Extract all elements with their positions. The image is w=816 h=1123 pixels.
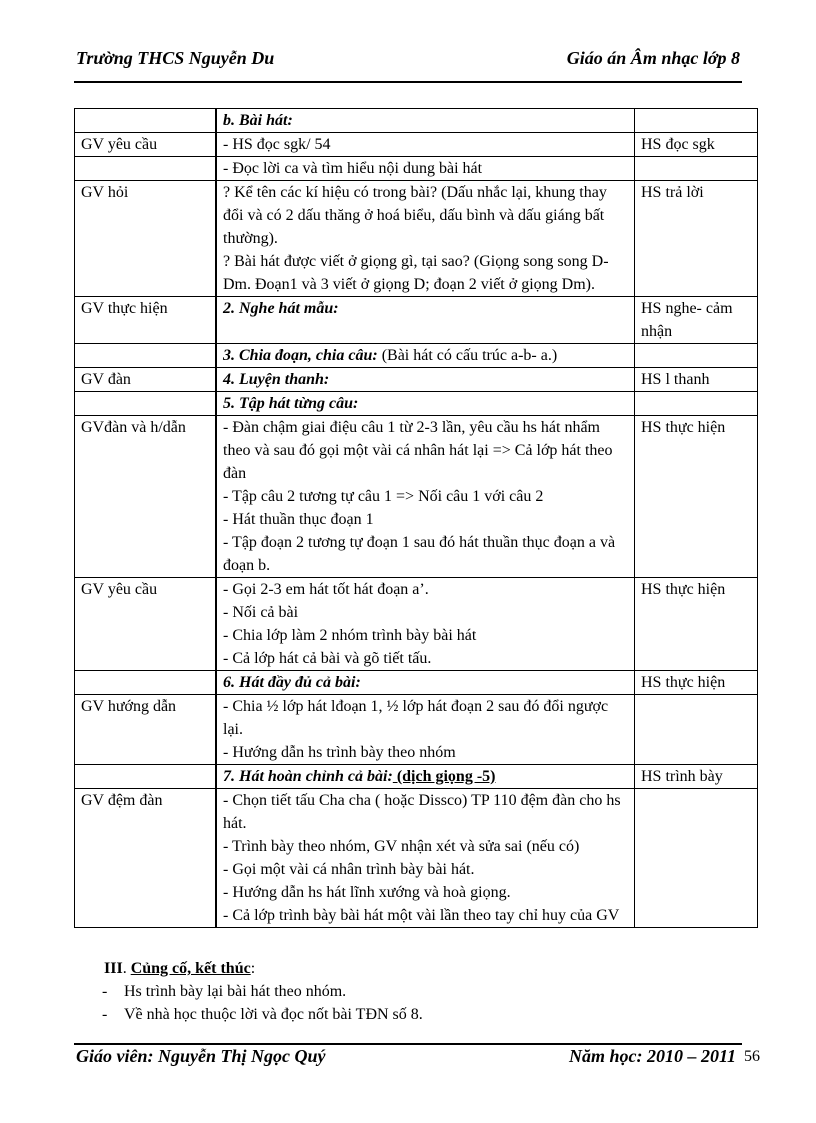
table-row — [75, 671, 758, 695]
student-activity-cell: HS đọc sgk — [635, 133, 758, 157]
content-cell — [216, 671, 635, 695]
content-line: - Đọc lời ca và tìm hiểu nội dung bài hát — [223, 160, 483, 177]
teacher-activity-cell: GV yêu cầu — [75, 133, 217, 157]
content-line: - Chia ½ lớp hát lđoạn 1, ½ lớp hát đoạn 2 sau đó đổi ngược lại. — [223, 698, 609, 738]
content-line: - Tập đoạn 2 tương tự đoạn 1 sau đó hát thuần thục đoạn a và đoạn b. — [223, 534, 616, 574]
table-row — [75, 109, 758, 133]
table-row — [75, 695, 758, 765]
summary-number: III — [104, 960, 123, 977]
content-line: 6. Hát đầy đủ cả bài: — [223, 674, 361, 691]
subject-title: Giáo án Âm nhạc lớp 8 — [566, 48, 740, 68]
content-cell — [216, 157, 635, 181]
table-row — [75, 392, 758, 416]
teacher-activity-cell — [75, 344, 217, 368]
teacher-activity-cell: GV đệm đàn — [75, 789, 217, 928]
teacher-activity-cell: GV yêu cầu — [75, 578, 217, 671]
student-activity-cell: HS thực hiện — [635, 416, 758, 578]
table-row — [75, 368, 758, 392]
content-line: - Trình bày theo nhóm, GV nhận xét và sửa sai (nếu có) — [223, 838, 580, 855]
teacher-activity-cell: GV đàn — [75, 368, 217, 392]
table-row — [75, 133, 758, 157]
page-number: 56 — [744, 1048, 760, 1065]
content-line: - Gọi một vài cá nhân trình bày bài hát. — [223, 861, 475, 878]
table-row — [75, 789, 758, 928]
content-line: - Hướng dẫn hs hát lĩnh xướng và hoà giọng. — [223, 884, 511, 901]
content-line: - Gọi 2-3 em hát tốt hát đoạn a’. — [223, 581, 429, 598]
teacher-activity-cell: GV hỏi — [75, 181, 217, 297]
table-row — [75, 765, 758, 789]
content-line: - Chọn tiết tấu Cha cha ( hoặc Dissco) TP 110 đệm đàn cho hs hát. — [223, 792, 621, 832]
content-line: - HS đọc sgk/ 54 — [223, 136, 331, 153]
school-year: Năm học: 2010 – 2011 — [568, 1046, 736, 1066]
content-line: 7. Hát hoàn chỉnh cả bài: (dịch giọng -5) — [223, 768, 496, 785]
teacher-activity-cell: GVđàn và h/dẫn — [75, 416, 217, 578]
teacher-activity-cell: GV hướng dẫn — [75, 695, 217, 765]
student-activity-cell — [635, 109, 758, 133]
content-line: 5. Tập hát từng câu: — [223, 395, 359, 412]
teacher-activity-cell — [75, 671, 217, 695]
content-cell — [216, 344, 635, 368]
student-activity-cell — [635, 695, 758, 765]
content-line: - Nối cả bài — [223, 604, 299, 621]
student-activity-cell — [635, 157, 758, 181]
student-activity-cell: HS trình bày — [635, 765, 758, 789]
content-line: ? Bài hát được viết ở giọng gì, tại sao? (Giọng song song D- Dm. Đoạn1 và 3 viết ở giọng D; đoạn 2 viết ở giọng Dm). — [223, 253, 609, 293]
content-line: ? Kể tên các kí hiệu có trong bài? (Dấu nhắc lại, khung thay đổi và có 2 dấu thăng ở hoá biểu, dấu bình và dấu giáng bất thường). — [223, 184, 607, 247]
content-line: 3. Chia đoạn, chia câu: (Bài hát có cấu trúc a-b- a.) — [223, 347, 558, 364]
teacher-name: Giáo viên: Nguyễn Thị Ngọc Quý — [76, 1046, 326, 1066]
content-cell — [216, 578, 635, 671]
student-activity-cell: HS thực hiện — [635, 671, 758, 695]
content-cell — [216, 368, 635, 392]
content-cell — [216, 695, 635, 765]
content-line: - Cả lớp trình bày bài hát một vài lần theo tay chỉ huy của GV — [223, 907, 620, 924]
header-rule — [74, 81, 742, 83]
table-row — [75, 297, 758, 344]
content-cell — [216, 133, 635, 157]
content-cell — [216, 392, 635, 416]
student-activity-cell: HS thực hiện — [635, 578, 758, 671]
summary-title: Củng cố, kết thúc — [130, 960, 251, 977]
content-cell — [216, 765, 635, 789]
student-activity-cell: HS trả lời — [635, 181, 758, 297]
school-name: Trường THCS Nguyễn Du — [76, 48, 275, 68]
content-line: - Cả lớp hát cả bài và gõ tiết tấu. — [223, 650, 432, 667]
page-header — [76, 48, 740, 78]
content-cell — [216, 789, 635, 928]
content-line: - Đàn chậm giai điệu câu 1 từ 2-3 lần, yêu cầu hs hát nhẩm theo và sau đó gọi một vài cá nhân hát lại => Cả lớp hát theo đàn — [223, 419, 613, 482]
table-row — [75, 578, 758, 671]
content-line: 4. Luyện thanh: — [223, 371, 330, 388]
teacher-activity-cell: GV thực hiện — [75, 297, 217, 344]
lesson-table — [74, 108, 758, 928]
summary-heading: III. Củng cố, kết thúc: — [104, 960, 256, 977]
page-footer — [76, 1046, 740, 1072]
teacher-activity-cell — [75, 765, 217, 789]
table-row — [75, 157, 758, 181]
student-activity-cell: HS nghe- cảm nhận — [635, 297, 758, 344]
content-cell — [216, 181, 635, 297]
content-line: - Hát thuần thục đoạn 1 — [223, 511, 374, 528]
content-line: - Chia lớp làm 2 nhóm trình bày bài hát — [223, 627, 477, 644]
content-line: b. Bài hát: — [223, 112, 293, 129]
lesson-table-body — [75, 109, 758, 928]
student-activity-cell — [635, 789, 758, 928]
content-line: - Hướng dẫn hs trình bày theo nhóm — [223, 744, 456, 761]
student-activity-cell — [635, 392, 758, 416]
table-row — [75, 416, 758, 578]
content-cell — [216, 416, 635, 578]
table-row — [75, 344, 758, 368]
student-activity-cell — [635, 344, 758, 368]
table-row — [75, 181, 758, 297]
content-line: 2. Nghe hát mẫu: — [223, 300, 339, 317]
footer-rule — [74, 1043, 742, 1045]
content-line: - Tập câu 2 tương tự câu 1 => Nối câu 1 với câu 2 — [223, 488, 544, 505]
student-activity-cell: HS l thanh — [635, 368, 758, 392]
summary-item: - Hs trình bày lại bài hát theo nhóm. — [102, 983, 347, 1000]
content-cell — [216, 109, 635, 133]
teacher-activity-cell — [75, 109, 217, 133]
teacher-activity-cell — [75, 392, 217, 416]
content-cell — [216, 297, 635, 344]
summary-item: - Về nhà học thuộc lời và đọc nốt bài TĐN số 8. — [102, 1006, 423, 1023]
teacher-activity-cell — [75, 157, 217, 181]
